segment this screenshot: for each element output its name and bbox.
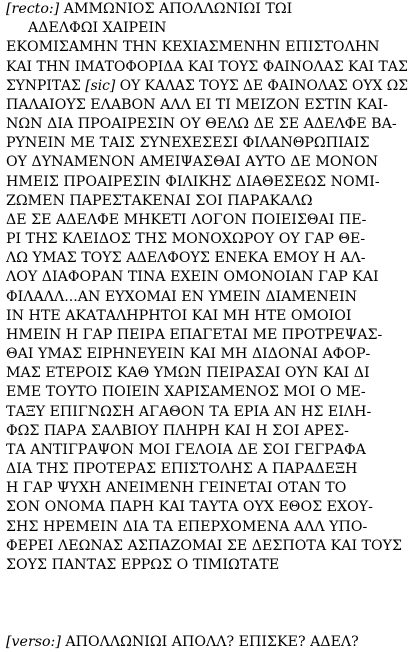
recto-heading-text: ΑΜΜΩΝΙΟΣ ΑΠΟΛΛΩΝΙΩΙ ΤΩΙ	[59, 1, 293, 17]
text-line: ΦΩΣ ΠΑΡΑ ΣΑΛΒΙΟΥ ΠΛΗΡΗ ΚΑΙ Η ΣΟΙ ΑΡΕΣ-	[6, 422, 349, 439]
sic-line-before: ΣΥΝΡΙΤΑΣ	[6, 77, 86, 94]
text-line: ΡΥΝΕΙΝ ΜΕ ΤΑΙΣ ΣΥΝΕΧΕΣΕΣΙ ΦΙΛΑΝΘΡΩΠΙΑΙΣ	[6, 135, 370, 152]
text-line: ΗΜΕΙΝ Η ΓΑΡ ΠΕΙΡΑ ΕΠΑΓΕΤΑΙ ΜΕ ΠΡΟΤΡΕΨΑΣ-	[6, 326, 383, 343]
text-line: Η ΓΑΡ ΨΥΧΗ ΑΝΕΙΜΕΝΗ ΓΕΙΝΕΤΑΙ ΟΤΑΝ ΤΟ	[6, 480, 347, 497]
text-line: ΕΚΟΜΙΣΑΜΗΝ ΤΗΝ ΚΕΧΙΑΣΜΕΝΗΝ ΕΠΙΣΤΟΛΗΝ	[6, 39, 380, 56]
recto-tag: [recto:]	[6, 1, 60, 17]
sic-line-after: ΟΥ ΚΑΛΑΣ ΤΟΥΣ ΔΕ ΦΑΙΝΟΛΑΣ ΟΥΧ ΩΣ	[115, 77, 409, 94]
text-line	[6, 575, 409, 594]
text-line	[6, 594, 409, 613]
text-line: ΛΩ ΥΜΑΣ ΤΟΥΣ ΑΔΕΛΦΟΥΣ ΕΝΕΚΑ ΕΜΟΥ Η ΑΛ-	[6, 250, 366, 267]
text-line: ΡΙ ΤΗΣ ΚΛΕΙΔΟΣ ΤΗΣ ΜΟΝΟΧΩΡΟΥ ΟΥ ΓΑΡ ΘΕ-	[6, 231, 366, 248]
text-line: ΚΑΙ ΤΗΝ ΙΜΑΤΟΦΟΡΙΔΑ ΚΑΙ ΤΟΥΣ ΦΑΙΝΟΛΑΣ ΚΑΙ ΤΑΣ	[6, 58, 408, 75]
text-line: ΖΩΜΕΝ ΠΑΡΕΣΤΑΚΕΝΑΙ ΣΟΙ ΠΑΡΑΚΑΛΩ	[6, 192, 313, 209]
text-line: ΗΜΕΙΣ ΠΡΟΑΙΡΕΣΙΝ ΦΙΛΙΚΗΣ ΔΙΑΘΕΣΕΩΣ ΝΟΜΙ-	[6, 173, 380, 190]
text-line: ΤΑ ΑΝΤΙΓΡΑΨΟΝ ΜΟΙ ΓΕΛΟΙΑ ΔΕ ΣΟΙ ΓΕΓΡΑΦΑ	[6, 441, 366, 458]
text-line: ΣΟΝ ΟΝΟΜΑ ΠΑΡΗ ΚΑΙ ΤΑΥΤΑ ΟΥΧ ΕΘΟΣ ΕΧΟΥ-	[6, 499, 373, 516]
text-line: ΔΙΑ ΤΗΣ ΠΡΟΤΕΡΑΣ ΕΠΙΣΤΟΛΗΣ Α ΠΑΡΑΔΕΞΗ	[6, 461, 358, 478]
text-line: ΟΥ ΔΥΝΑΜΕΝΟΝ ΑΜΕΙΨΑΣΘΑΙ ΑΥΤΟ ΔΕ ΜΟΝΟΝ	[6, 154, 379, 171]
text-line: ΦΕΡΕΙ ΛΕΩΝΑΣ ΑΣΠΑΖΟΜΑΙ ΣΕ ΔΕΣΠΟΤΑ ΚΑΙ ΤΟΥΣ	[6, 537, 403, 554]
text-line: ΠΑΛΑΙΟΥΣ ΕΛΑΒΟΝ ΑΛΛ ΕΙ ΤΙ ΜΕΙΖΟΝ ΕΣΤΙΝ ΚΑΙ-	[6, 96, 388, 113]
text-line: ΦΙΛΑΛΛ...ΑΝ ΕΥΧΟΜΑΙ ΕΝ ΥΜΕΙΝ ΔΙΑΜΕΝΕΙΝ	[6, 288, 358, 305]
text-line: ΘΑΙ ΥΜΑΣ ΕΙΡΗΝΕΥΕΙΝ ΚΑΙ ΜΗ ΔΙΔΟΝΑΙ ΑΦΟΡ-	[6, 346, 371, 363]
text-line: ΛΟΥ ΔΙΑΦΟΡΑΝ ΤΙΝΑ ΕΧΕΙΝ ΟΜΟΝΟΙΑΝ ΓΑΡ ΚΑΙ	[6, 269, 379, 286]
text-line: ΣΗΣ ΗΡΕΜΕΙΝ ΔΙΑ ΤΑ ΕΠΕΡΧΟΜΕΝΑ ΑΛΛ ΥΠΟ-	[6, 518, 368, 535]
sic-line	[6, 77, 409, 96]
recto-heading-line	[6, 0, 409, 19]
sic-tag: [sic]	[85, 77, 116, 94]
verso-line	[6, 633, 409, 652]
transcription-document	[6, 0, 409, 652]
text-line: ΤΑΞΥ ΕΠΙΓΝΩΣΗ ΑΓΑΘΟΝ ΤΑ ΕΡΙΑ ΑΝ ΗΣ ΕΙΛΗ-	[6, 403, 372, 420]
text-line	[6, 614, 409, 633]
verso-tag: [verso:]	[6, 633, 61, 650]
text-line: ΙΝ ΗΤΕ ΑΚΑΤΑΛΗΡΗΤΟΙ ΚΑΙ ΜΗ ΗΤΕ ΟΜΟΙΟΙ	[6, 307, 352, 324]
verso-text: ΑΠΟΛΛΩΝΙΩΙ ΑΠΟΛΛ? ΕΠΙΣΚΕ? ΑΔΕΛ?	[60, 633, 359, 650]
text-line: ΔΕ ΣΕ ΑΔΕΛΦΕ ΜΗΚΕΤΙ ΛΟΓΟΝ ΠΟΙΕΙΣΘΑΙ ΠΕ-	[6, 211, 367, 228]
text-line: ΜΑΣ ΕΤΕΡΟΙΣ ΚΑΘ ΥΜΩΝ ΠΕΙΡΑΣΑΙ ΟΥΝ ΚΑΙ ΔΙ	[6, 365, 370, 382]
text-line: ΣΟΥΣ ΠΑΝΤΑΣ ΕΡΡΩΣ Ο ΤΙΜΙΩΤΑΤΕ	[6, 556, 280, 573]
greeting-line: ΑΔΕΛΦΩΙ ΧΑΙΡΕΙΝ	[28, 20, 167, 37]
text-line: ΕΜΕ ΤΟΥΤΟ ΠΟΙΕΙΝ ΧΑΡΙΣΑΜΕΝΟΣ ΜΟΙ Ο ΜΕ-	[6, 384, 366, 401]
text-line: ΝΩΝ ΔΙΑ ΠΡΟΑΙΡΕΣΙΝ ΟΥ ΘΕΛΩ ΔΕ ΣΕ ΑΔΕΛΦΕ ΒΑ-	[6, 116, 397, 133]
